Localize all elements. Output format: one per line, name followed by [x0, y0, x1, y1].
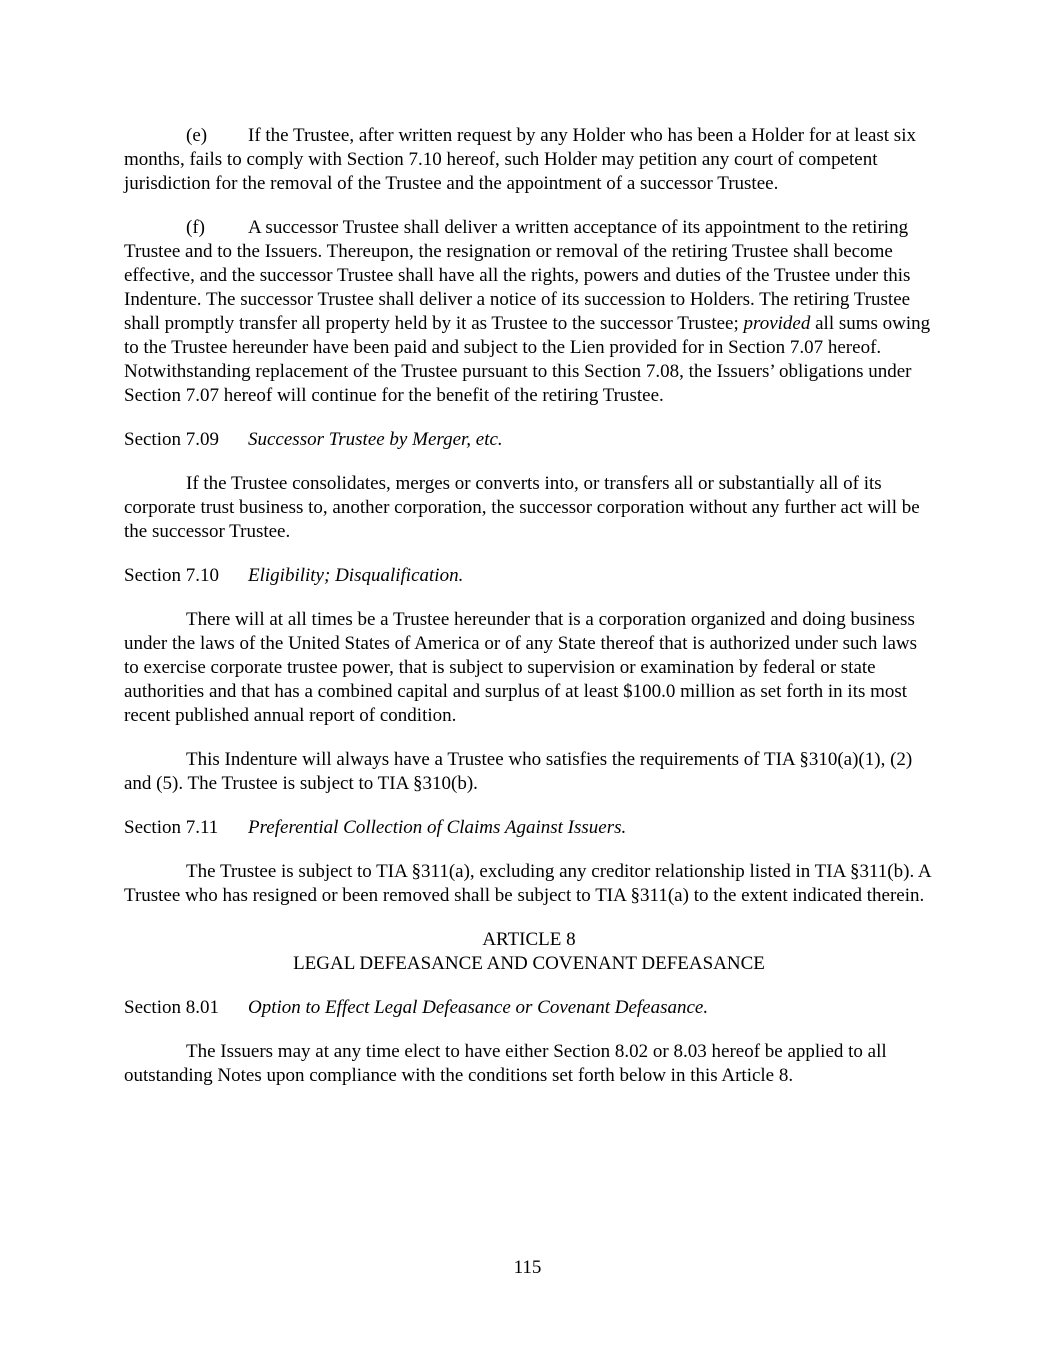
section-7-09-body: If the Trustee consolidates, merges or converts into, or transfers all or substantially all of its corporate trust business to, another corporation, the successor corporation without any further act will be the successor Trustee.: [124, 473, 920, 542]
section-7-10-body-1: There will at all times be a Trustee hereunder that is a corporation organized and doing business under the laws of the United States of America or of any State thereof that is authorized under such laws to exercise corporate trustee power, that is subject to supervision or examination by federal or state authorities and that has a combined capital and surplus of at least $100.0 million as set forth in its most recent published annual report of condition.: [124, 609, 918, 726]
section-7-11-number: Section 7.11: [124, 817, 219, 838]
article-8-heading: [124, 928, 934, 976]
section-7-09-number: Section 7.09: [124, 429, 219, 450]
section-7-11-heading: [124, 816, 934, 840]
paragraph-e-text: If the Trustee, after written request by any Holder who has been a Holder for at least six months, fails to comply with Section 7.10 hereof, such Holder may petition any court of competent jurisdiction for the removal of the Trustee and the appointment of a successor Trustee.: [124, 125, 916, 194]
section-7-11-body: The Trustee is subject to TIA §311(a), excluding any creditor relationship listed in TIA §311(b). A Trustee who has resigned or been removed shall be subject to TIA §311(a) to the extent indicated therein.: [124, 861, 931, 906]
paragraph-f-text-before: A successor Trustee shall deliver a written acceptance of its appointment to the retiring Trustee and to the Issuers. Thereupon, the resignation or removal of the retiring Trustee shall become effective, and the successor Trustee shall have all the rights, powers and duties of the Trustee under this Indenture. The successor Trustee shall deliver a notice of its succession to Holders. The retiring Trustee shall promptly transfer all property held by it as Trustee to the successor Trustee;: [124, 217, 911, 334]
paragraph-e: [124, 124, 934, 196]
section-7-09-title: Successor Trustee by Merger, etc.: [248, 429, 503, 450]
document-page: [124, 124, 934, 1108]
section-8-01-body: The Issuers may at any time elect to have either Section 8.02 or 8.03 hereof be applied to all outstanding Notes upon compliance with the conditions set forth below in this Article 8.: [124, 1041, 887, 1086]
article-label: ARTICLE 8: [482, 929, 576, 950]
section-7-11-title: Preferential Collection of Claims Against Issuers.: [248, 817, 627, 838]
article-title: LEGAL DEFEASANCE AND COVENANT DEFEASANCE: [293, 953, 765, 974]
section-8-01-title: Option to Effect Legal Defeasance or Covenant Defeasance.: [248, 997, 709, 1018]
section-8-01-heading: [124, 996, 934, 1020]
paragraph-f-label: (f): [186, 217, 205, 238]
paragraph-f: [124, 216, 934, 408]
page-number: 115: [513, 1257, 542, 1278]
section-7-10-title: Eligibility; Disqualification.: [248, 565, 464, 586]
paragraph-f-italic-provided: provided: [743, 313, 811, 334]
paragraph-f-text-after: all sums owing to the Trustee hereunder have been paid and subject to the Lien provided for in Section 7.07 hereof. Notwithstanding replacement of the Trustee pursuant to this Section 7.08, the Issuers’ obligations under Section 7.07 hereof will continue for the benefit of the retiring Trustee.: [124, 313, 931, 406]
section-7-10-body-2: This Indenture will always have a Trustee who satisfies the requirements of TIA §310(a)(1), (2) and (5). The Trustee is subject to TIA §310(b).: [124, 749, 913, 794]
paragraph-e-label: (e): [186, 125, 208, 146]
section-7-09-heading: [124, 428, 934, 452]
section-7-10-heading: [124, 564, 934, 588]
section-7-10-number: Section 7.10: [124, 565, 219, 586]
section-8-01-number: Section 8.01: [124, 997, 219, 1018]
